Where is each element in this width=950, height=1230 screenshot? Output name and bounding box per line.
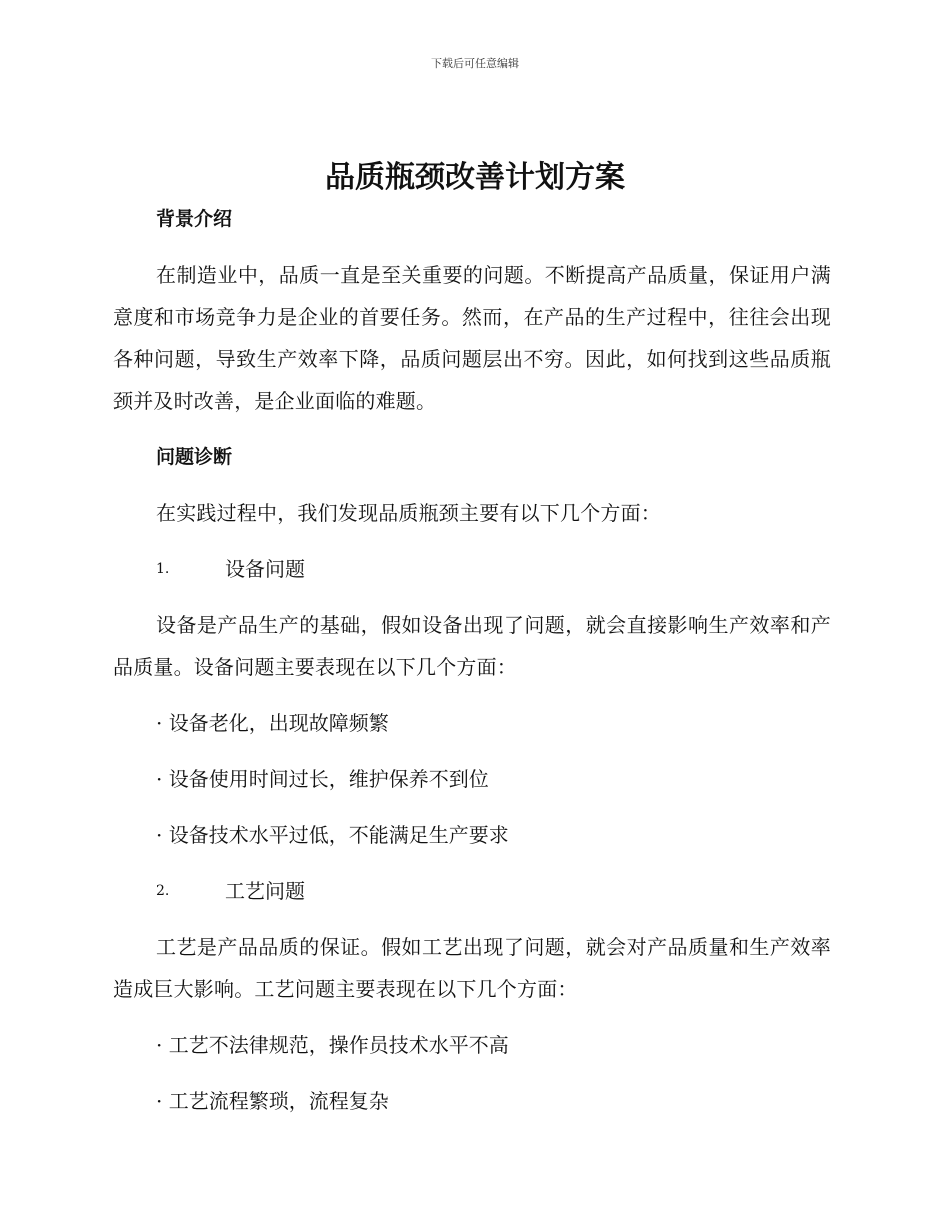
bullet-item: · 工艺流程繁琐，流程复杂: [156, 1089, 389, 1113]
item-number: 2.: [156, 883, 170, 899]
section-heading-background: 背景介绍: [156, 208, 233, 230]
bullet-item: · 设备老化，出现故障频繁: [156, 711, 389, 735]
background-paragraph: 在制造业中，品质一直是至关重要的问题。不断提高产品质量，保证用户满意度和市场竞争力是企业的首要任务。然而，在产品的生产过程中，往往会出现各种问题，导致生产效率下降，品质问题层出不穷。因此，如何找到这些品质瓶颈并及时改善，是企业面临的难题。: [113, 263, 831, 413]
equipment-description: 设备是产品生产的基础，假如设备出现了问题，就会直接影响生产效率和产品质量。设备问题主要表现在以下几个方面：: [113, 613, 831, 679]
bullet-item: · 设备技术水平过低，不能满足生产要求: [156, 823, 509, 847]
document-body: [113, 198, 831, 1136]
diagnosis-intro: 在实践过程中，我们发现品质瓶颈主要有以下几个方面：: [156, 501, 661, 525]
section-heading-diagnosis: 问题诊断: [156, 446, 233, 468]
item-title: 工艺问题: [225, 879, 305, 903]
item-number: 1.: [156, 561, 170, 577]
item-title: 设备问题: [225, 557, 305, 581]
header-note: 下载后可任意编辑: [431, 57, 519, 70]
numbered-item-equipment: [113, 548, 831, 590]
process-description: 工艺是产品品质的保证。假如工艺出现了问题，就会对产品质量和生产效率造成巨大影响。工艺问题主要表现在以下几个方面：: [113, 935, 831, 1001]
bullet-item: · 设备使用时间过长，维护保养不到位: [156, 767, 489, 791]
numbered-item-process: [113, 870, 831, 912]
document-title: 品质瓶颈改善计划方案: [325, 160, 625, 195]
bullet-item: · 工艺不法律规范，操作员技术水平不高: [156, 1033, 509, 1057]
